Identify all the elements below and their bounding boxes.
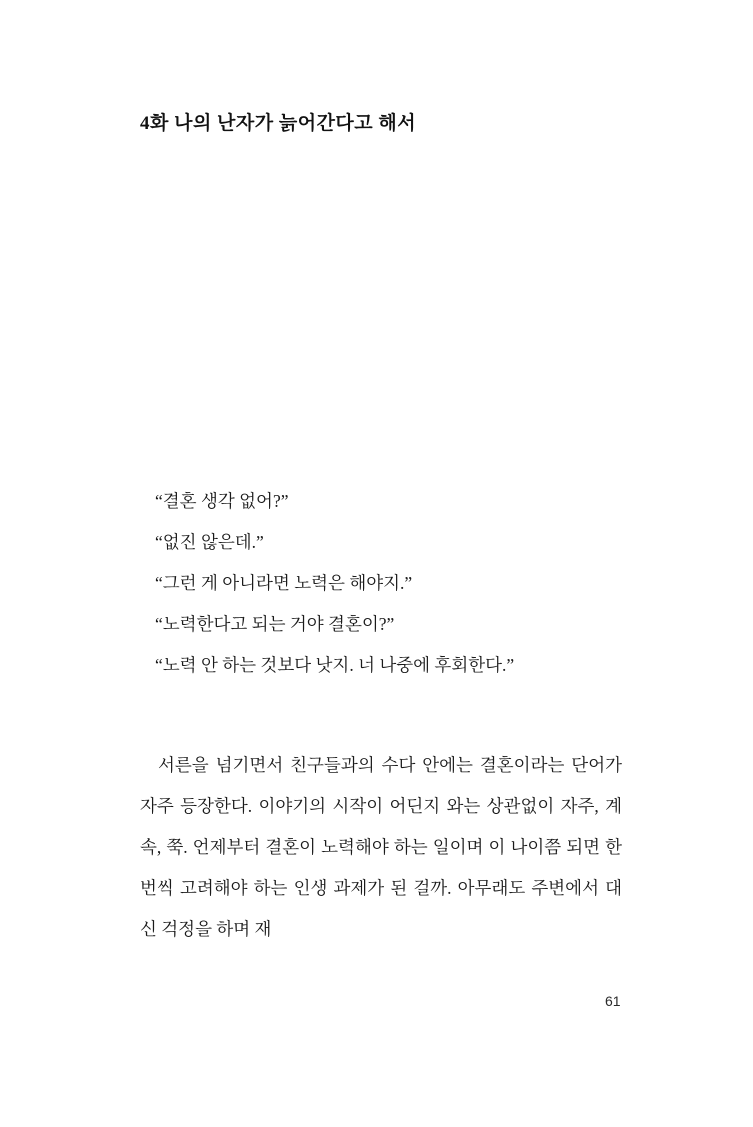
dialogue-line: “노력 안 하는 것보다 낫지. 너 나중에 후회한다.” [155, 655, 515, 675]
dialogue-line: “노력한다고 되는 거야 결혼이?” [155, 614, 395, 634]
dialogue-line: “결혼 생각 없어?” [155, 491, 289, 511]
chapter-title: 4화 나의 난자가 늙어간다고 해서 [140, 113, 417, 134]
dialogue-line: “그런 게 아니라면 노력은 해야지.” [155, 573, 413, 593]
dialogue-line: “없진 않은데.” [155, 532, 264, 552]
dialogue-block [155, 481, 625, 686]
body-paragraph: 서른을 넘기면서 친구들과의 수다 안에는 결혼이라는 단어가 자주 등장한다. 이야기의 시작이 어딘지 와는 상관없이 자주, 계속, 쭉. 언제부터 결혼이 노력해야 하는 일이며 이 나이쯤 되면 한 번씩 고려해야 하는 인생 과제가 된 걸까. 아무래도 주변에서 대신 걱정을 하며 재 [140, 754, 622, 939]
body-text-block [140, 727, 622, 967]
page-number: 61 [605, 993, 621, 1009]
